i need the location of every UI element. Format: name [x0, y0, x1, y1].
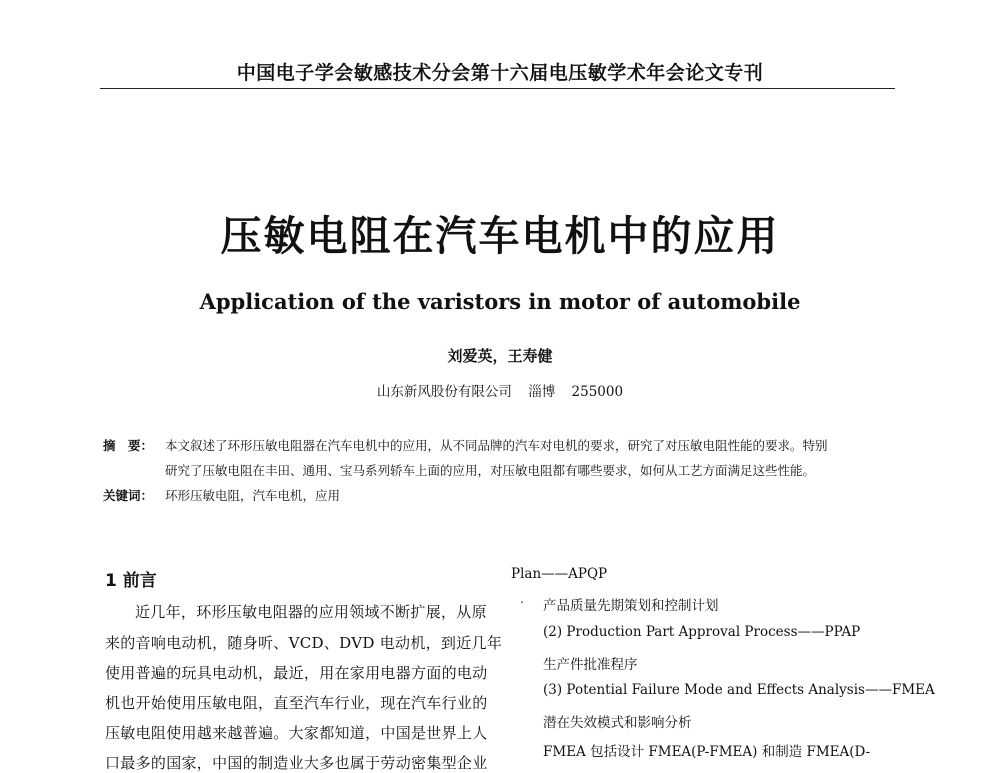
right-line: (2) Production Part Approval Process——PPAP — [543, 624, 861, 640]
affiliation-org: 山东新风股份有限公司 — [376, 384, 512, 400]
section-heading: 1 前言 — [105, 571, 157, 591]
header-rule — [100, 88, 895, 89]
right-line: 产品质量先期策划和控制计划 — [543, 598, 719, 614]
keywords-label: 关键词： — [103, 488, 154, 503]
right-line: FMEA 包括设计 FMEA(P-FMEA) 和制造 FMEA(D- — [543, 744, 871, 760]
right-line: Plan——APQP — [511, 566, 608, 582]
title-english: Application of the varistors in motor of automobile — [199, 289, 801, 314]
title-chinese: 压敏电阻在汽车电机中的应用 — [220, 212, 780, 260]
abstract-line: 研究了压敏电阻在丰田、通用、宝马系列轿车上面的应用，对压敏电阻都有哪些要求，如何从工艺方面满足这些性能。 — [165, 463, 816, 478]
body-line: 近几年，环形压敏电阻器的应用领域不断扩展，从原 — [135, 603, 487, 621]
affiliation-postcode: 255000 — [571, 384, 624, 400]
keywords-text: 环形压敏电阻，汽车电机，应用 — [165, 488, 341, 503]
body-line: 口最多的国家，中国的制造业大多也属于劳动密集型企业 — [105, 754, 488, 772]
right-line: 潜在失效模式和影响分析 — [543, 715, 692, 731]
body-line: 来的音响电动机，随身听、VCD、DVD 电动机，到近几年 — [105, 634, 503, 652]
body-line: 使用普遍的玩具电动机，最近，用在家用电器方面的电动 — [105, 664, 488, 682]
right-line: 生产件批准程序 — [543, 657, 638, 673]
abstract-label: 摘 要： — [103, 438, 154, 453]
affiliation-city: 淄博 — [528, 384, 556, 400]
body-line: 机也开始使用压敏电阻，直至汽车行业，现在汽车行业的 — [105, 694, 488, 712]
bullet-dot: . — [520, 592, 524, 606]
affiliation — [0, 380, 1000, 400]
author-names: 刘爱英，王寿健 — [447, 347, 553, 365]
journal-header: 中国电子学会敏感技术分会第十六届电压敏学术年会论文专刊 — [236, 62, 764, 84]
right-line: (3) Potential Failure Mode and Effects Analysis——FMEA — [543, 682, 935, 698]
abstract-line: 本文叙述了环形压敏电阻器在汽车电机中的应用，从不同品牌的汽车对电机的要求，研究了对压敏电阻性能的要求。特别 — [165, 438, 828, 453]
body-line: 压敏电阻使用越来越普遍。大家都知道，中国是世界上人 — [105, 724, 488, 742]
